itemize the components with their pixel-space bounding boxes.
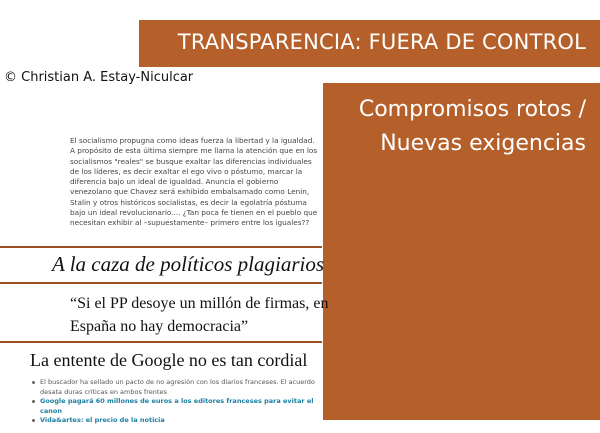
headline-plagiarists[interactable]: A la caza de políticos plagiarios (52, 252, 325, 276)
panel-line-2: Nuevas exigencias (380, 131, 586, 156)
divider (0, 341, 322, 343)
news-summary: El buscador ha sellado un pacto de no agresión con los diarios franceses. El acuerdo desata duras críticas en ambos frentes (40, 378, 315, 396)
news-link-vida-artes[interactable]: Vida&artes: el precio de la noticia (40, 416, 165, 424)
copyright-text: © Christian A. Estay-Niculcar (4, 70, 194, 85)
article-paragraph: El socialismo propugna como ideas fuerza la libertad y la igualdad. A propósito de esta última siempre me llama la atención que en los socialismos "reales" se busque exaltar las diferencias individuales de los líderes, es decir exaltar el ego vivo o póstumo, marcar la diferencia bajo un ideal de igualdad. Anuncia el gobierno venezolano que Chavez será exhibido embalsamado como Lenin, Stalin y otros históricos socialistas, es decir la egolatría póstuma bajo un ideal revolucionario.... ¿Tan poca fe tienen en el pueblo que necesitan exhibir al –supuestamente– primero entre los iguales?? (70, 136, 318, 228)
news-link-google-payment[interactable]: Google pagará 60 millones de euros a los editores franceses para evitar el canon (40, 397, 314, 415)
list-item[interactable] (30, 416, 330, 426)
headline-google[interactable]: La entente de Google no es tan cordial (30, 350, 308, 370)
title-banner (139, 20, 600, 67)
banner-title: TRANSPARENCIA: FUERA DE CONTROL (177, 30, 586, 54)
list-item (30, 378, 330, 397)
list-item[interactable] (30, 397, 330, 416)
quote-text: “Si el PP desoye un millón de firmas, en España no hay democracia” (70, 295, 329, 335)
panel-line-1: Compromisos rotos / (358, 97, 586, 122)
divider (0, 282, 322, 284)
subtitle-panel (323, 83, 600, 420)
news-list (30, 378, 330, 426)
divider (0, 246, 322, 248)
